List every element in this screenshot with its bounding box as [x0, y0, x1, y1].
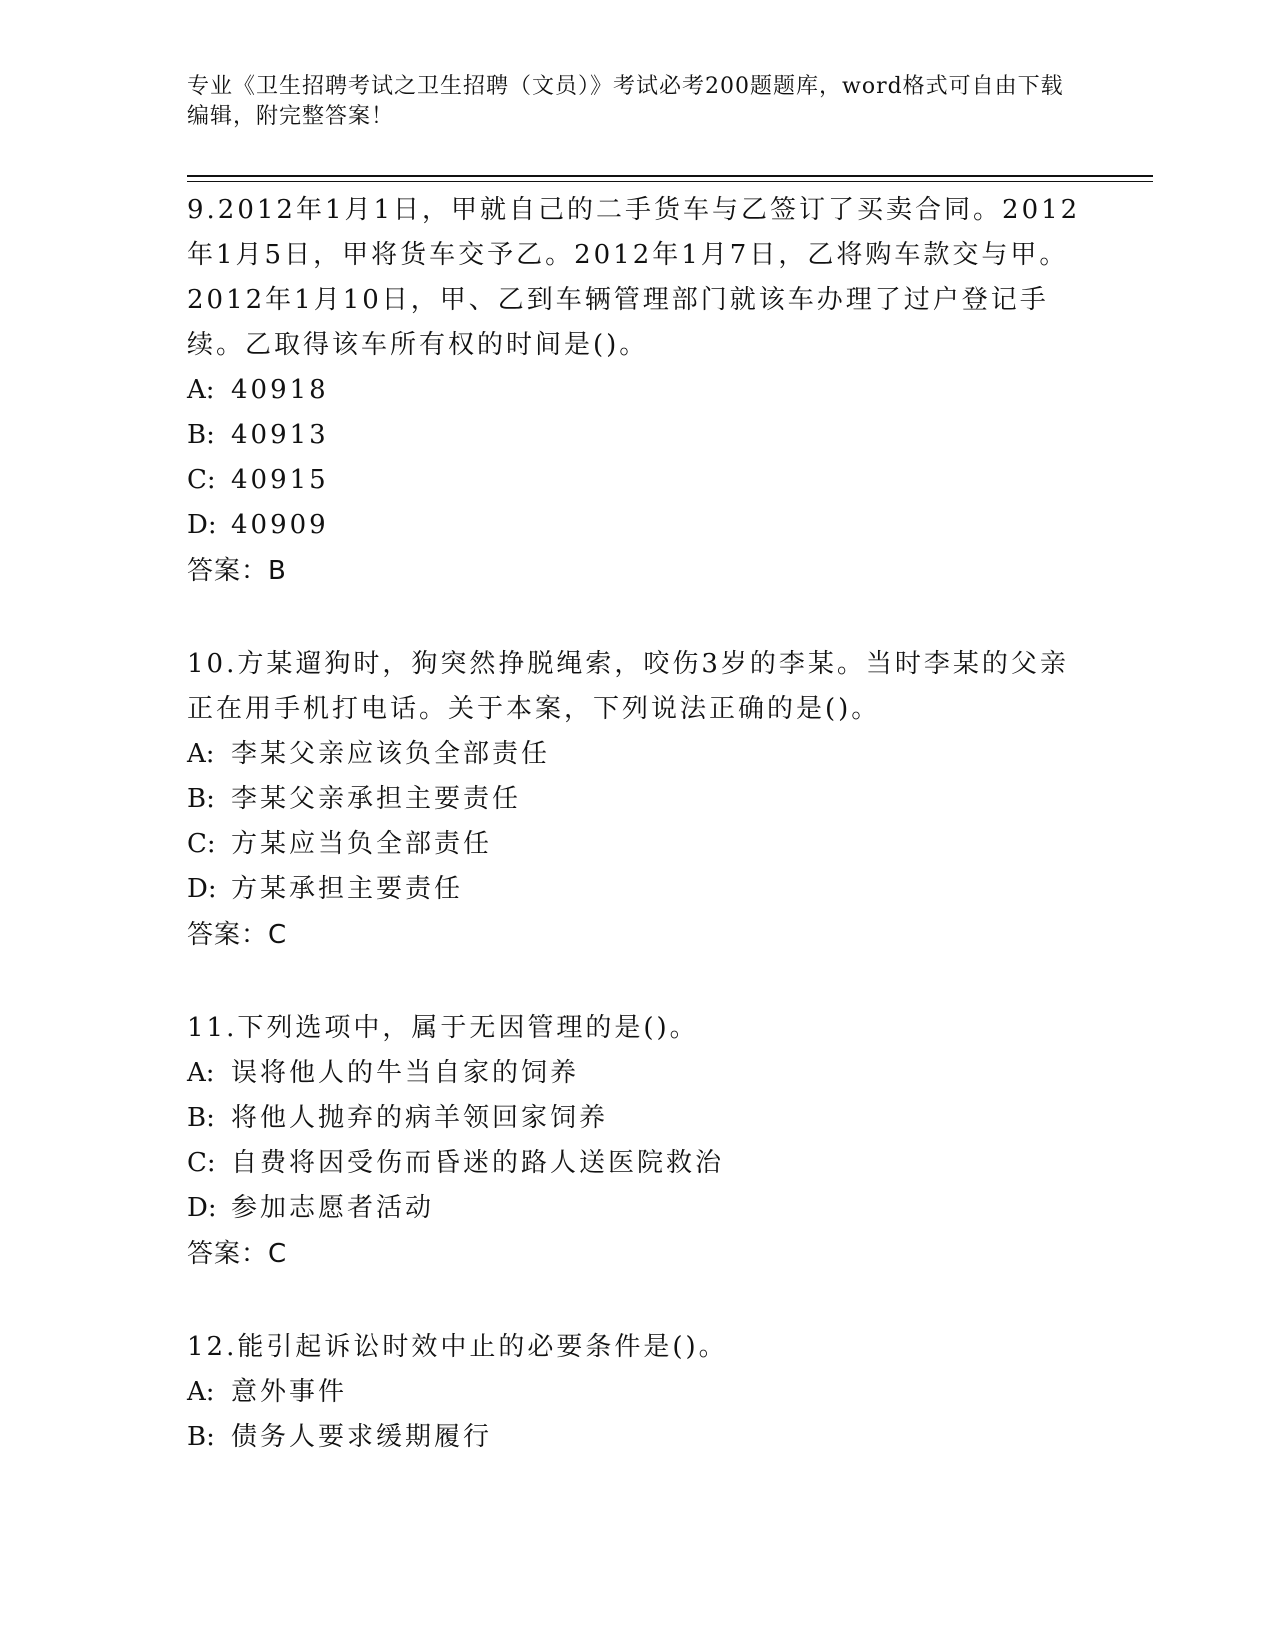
- option-text: 债务人要求缓期履行: [231, 1422, 493, 1452]
- option-key: D:: [187, 874, 217, 904]
- option-key: D:: [187, 510, 217, 540]
- option-text: 误将他人的牛当自家的饲养: [231, 1058, 580, 1088]
- option-text: 40918: [231, 375, 329, 405]
- option-a: [187, 1370, 1087, 1415]
- question-list: [187, 188, 1087, 1508]
- answer-line: 答案：B: [187, 556, 287, 586]
- option-key: B:: [187, 1422, 215, 1452]
- answer-line: 答案：C: [187, 1239, 288, 1269]
- option-text: 将他人抛弃的病羊领回家饲养: [231, 1103, 609, 1133]
- option-d: [187, 503, 1087, 548]
- header-divider: [187, 175, 1153, 177]
- option-b: [187, 1415, 1087, 1460]
- answer-line: 答案：C: [187, 920, 288, 950]
- option-a: [187, 732, 1087, 777]
- header-divider-thin: [187, 181, 1153, 182]
- option-b: [187, 1096, 1087, 1141]
- question-10: [187, 642, 1087, 958]
- option-text: 李某父亲应该负全部责任: [231, 739, 551, 769]
- option-text: 意外事件: [231, 1377, 348, 1407]
- option-c: [187, 822, 1087, 867]
- option-text: 自费将因受伤而昏迷的路人送医院救治: [231, 1148, 725, 1178]
- option-key: A:: [187, 1058, 215, 1088]
- option-c: [187, 458, 1087, 503]
- option-a: [187, 1051, 1087, 1096]
- option-text: 方某应当负全部责任: [231, 829, 493, 859]
- option-key: C:: [187, 465, 216, 495]
- option-key: A:: [187, 739, 215, 769]
- option-text: 40915: [231, 465, 329, 495]
- option-d: [187, 867, 1087, 912]
- question-stem: 12.能引起诉讼时效中止的必要条件是()。: [187, 1332, 728, 1362]
- question-12: [187, 1325, 1087, 1460]
- option-key: C:: [187, 829, 216, 859]
- question-stem: 10.方某遛狗时，狗突然挣脱绳索，咬伤3岁的李某。当时李某的父亲正在用手机打电话。关于本案，下列说法正确的是()。: [187, 649, 1069, 724]
- question-stem: 11.下列选项中，属于无因管理的是()。: [187, 1013, 699, 1043]
- option-key: D:: [187, 1193, 217, 1223]
- option-text: 参加志愿者活动: [231, 1193, 435, 1223]
- option-b: [187, 413, 1087, 458]
- option-key: B:: [187, 1103, 215, 1133]
- option-text: 40909: [231, 510, 329, 540]
- option-key: B:: [187, 784, 215, 814]
- option-b: [187, 777, 1087, 822]
- question-stem: 9.2012年1月1日，甲就自己的二手货车与乙签订了买卖合同。2012年1月5日，甲将货车交予乙。2012年1月7日，乙将购车款交与甲。2012年1月10日，甲、乙到车辆管理部门就该车办理了过户登记手续。乙取得该车所有权的时间是()。: [187, 195, 1081, 360]
- question-11: [187, 1006, 1087, 1277]
- option-a: [187, 368, 1087, 413]
- option-text: 40913: [231, 420, 329, 450]
- option-key: C:: [187, 1148, 216, 1178]
- option-key: A:: [187, 1377, 215, 1407]
- option-text: 方某承担主要责任: [231, 874, 464, 904]
- option-key: B:: [187, 420, 215, 450]
- option-text: 李某父亲承担主要责任: [231, 784, 522, 814]
- document-header: 专业《卫生招聘考试之卫生招聘（文员）》考试必考200题题库，word格式可自由下载编辑，附完整答案！: [187, 74, 1064, 129]
- option-d: [187, 1186, 1087, 1231]
- option-key: A:: [187, 375, 215, 405]
- question-9: [187, 188, 1087, 594]
- option-c: [187, 1141, 1087, 1186]
